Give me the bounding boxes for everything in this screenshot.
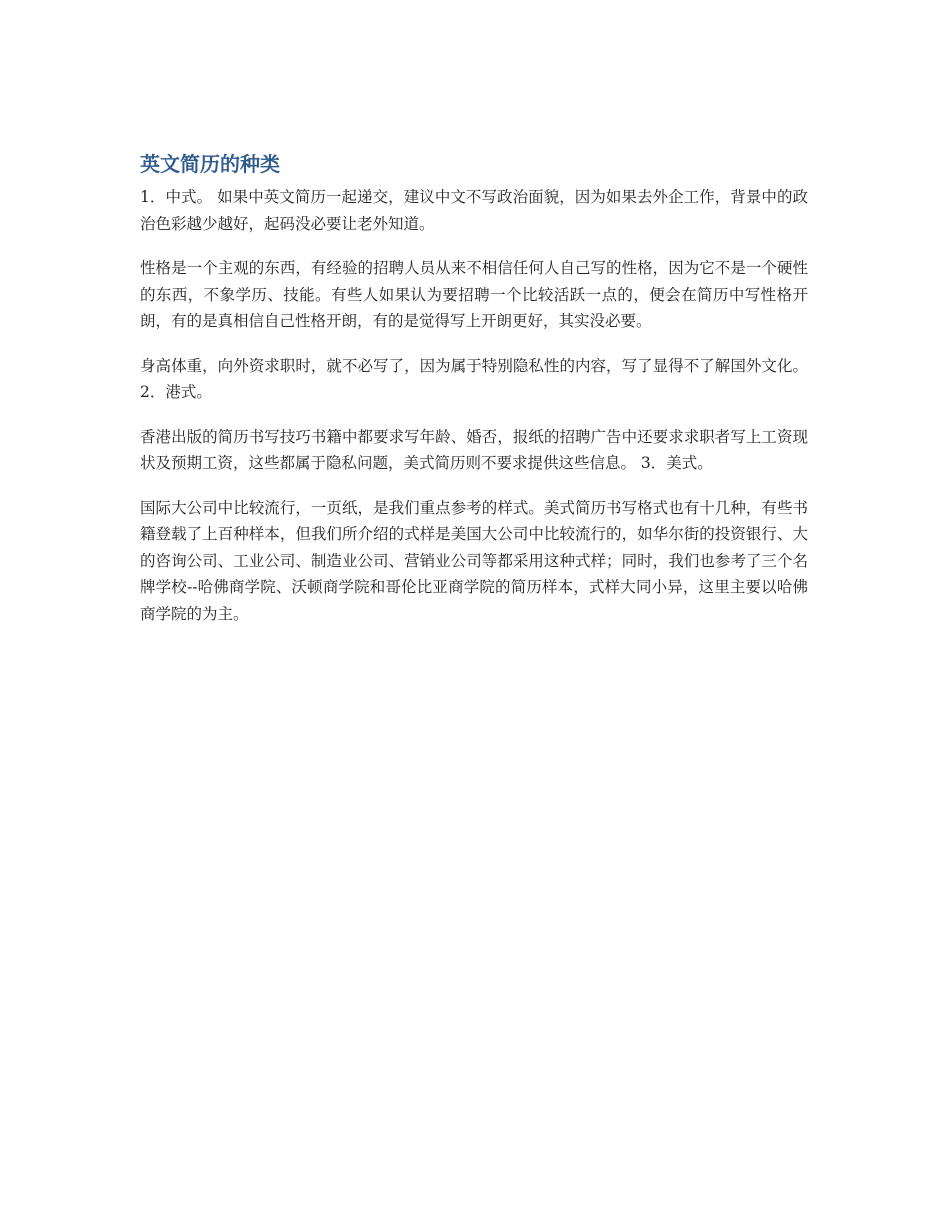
paragraph-personality: 性格是一个主观的东西，有经验的招聘人员从来不相信任何人自己写的性格，因为它不是一个硬性的东西，不象学历、技能。有些人如果认为要招聘一个比较活跃一点的，便会在简历中写性格开朗，有的是真相信自己性格开朗，有的是觉得写上开朗更好，其实没必要。: [140, 259, 808, 330]
document-body: [140, 150, 808, 645]
paragraph-height-weight: 身高体重，向外资求职时，就不必写了，因为属于特别隐私性的内容，写了显得不了解国外文化。 2．港式。: [140, 356, 808, 401]
paragraph-american-style: 国际大公司中比较流行，一页纸，是我们重点参考的样式。美式简历书写格式也有十几种，有些书籍登载了上百种样本，但我们所介绍的式样是美国大公司中比较流行的，如华尔街的投资银行、大的咨询公司、工业公司、制造业公司、营销业公司等都采用这种式样；同时，我们也参考了三个名牌学校--哈佛商学院、沃顿商学院和哥伦比亚商学院的简历样本，式样大同小异，这里主要以哈佛商学院的为主。: [140, 498, 808, 623]
document-title: 英文简历的种类: [140, 152, 280, 176]
paragraph-hongkong-style: 香港出版的简历书写技巧书籍中都要求写年龄、婚否，报纸的招聘广告中还要求求职者写上工资现状及预期工资，这些都属于隐私问题，美式简历则不要求提供这些信息。 3．美式。: [140, 427, 808, 472]
paragraph-chinese-style: 1．中式。 如果中英文简历一起递交，建议中文不写政治面貌，因为如果去外企工作，背景中的政治色彩越少越好，起码没必要让老外知道。: [140, 188, 808, 233]
